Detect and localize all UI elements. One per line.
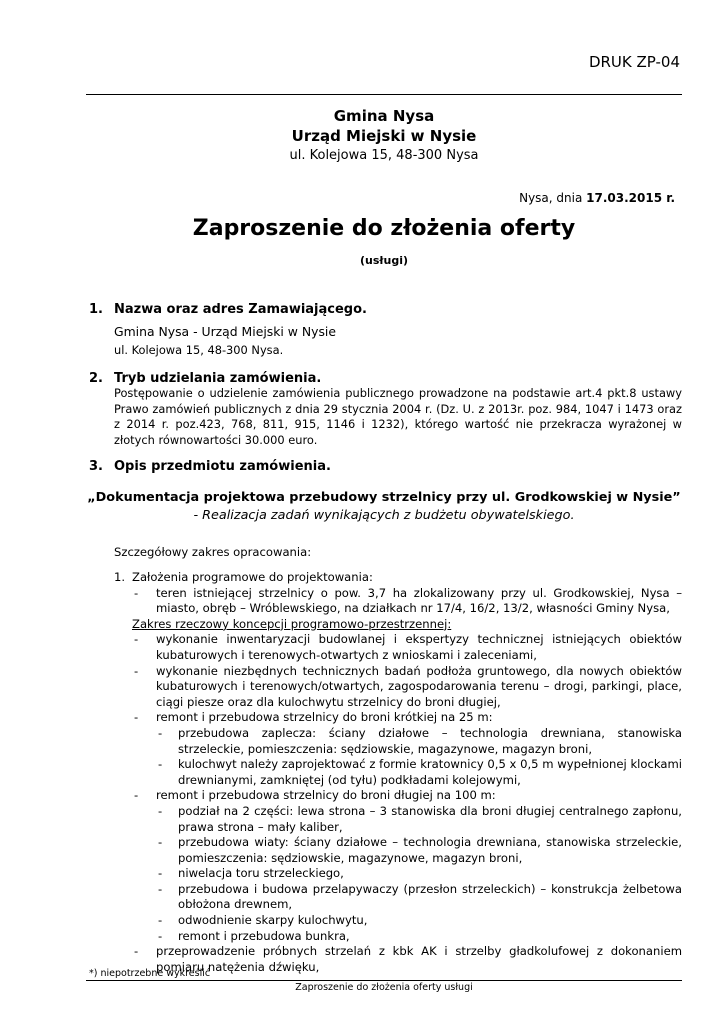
header-block <box>86 106 682 166</box>
list-item <box>112 617 682 633</box>
list-marker: - <box>158 866 163 881</box>
date-prefix: Nysa, dnia <box>519 191 587 205</box>
list-marker: - <box>158 928 163 943</box>
list-marker: - <box>134 710 139 725</box>
footer-divider <box>86 980 682 981</box>
section-1-title: Nazwa oraz adres Zamawiającego. <box>114 302 367 317</box>
list-item-text: przebudowa zaplecza: ściany działowe – technologia drewniana, stanowiska strzeleckie, pomieszczenia: sędziowskie, magazynowe, magazyn broni, <box>178 725 682 756</box>
list-item <box>112 882 682 913</box>
list-item-text: teren istniejącej strzelnicy o pow. 3,7 ha zlokalizowany przy ul. Grodkowskiej, Nysa – miasto, obręb – Wróblewskiego, na działkach nr 17/4, 16/2, 13/2, własności Gminy Nysa, <box>156 585 682 616</box>
scope-label: Szczegółowy zakres opracowania: <box>114 545 312 559</box>
list-item-text: kulochwyt należy zaprojektować z formie kratownicy 0,5 x 0,5 m wypełnionej klockami drewnianymi, zamkniętej (od tyłu) podkładami kolejowymi, <box>178 757 682 787</box>
date-value: 17.03.2015 r. <box>586 191 675 205</box>
list-marker: - <box>158 881 163 896</box>
list-marker: - <box>134 585 139 600</box>
list-marker: - <box>158 913 163 928</box>
office-address: ul. Kolejowa 15, 48-300 Nysa <box>289 148 479 163</box>
list-marker: - <box>134 663 139 678</box>
list-marker: - <box>158 835 163 850</box>
scope-list <box>112 570 682 975</box>
section-2-number: 2. <box>89 371 103 386</box>
section-1-line-1: Gmina Nysa - Urząd Miejski w Nysie <box>114 324 336 339</box>
document-title: Zaproszenie do złożenia oferty <box>192 216 576 241</box>
list-marker: - <box>158 803 163 818</box>
list-marker: - <box>134 632 139 647</box>
list-item-text: odwodnienie skarpy kulochwytu, <box>178 913 368 928</box>
project-title: „Dokumentacja projektowa przebudowy strzelnicy przy ul. Grodkowskiej w Nysie” <box>87 490 681 505</box>
page-footer: Zaproszenie do złożenia oferty usługi <box>295 982 473 993</box>
list-item <box>112 586 682 617</box>
list-item <box>112 835 682 866</box>
list-item-text: przebudowa wiaty: ściany działowe – technologia drewniana, stanowiska strzeleckie, pomieszczenia: sędziowskie, magazynowe, magazyn broni, <box>178 835 682 865</box>
list-item <box>112 632 682 663</box>
footnote: *) niepotrzebne wykreślić <box>89 968 211 979</box>
header-divider <box>86 94 682 95</box>
office-name: Urząd Miejski w Nysie <box>291 127 477 145</box>
list-item <box>112 804 682 835</box>
section-3-title: Opis przedmiotu zamówienia. <box>114 459 331 474</box>
list-item <box>112 866 682 882</box>
list-item <box>112 664 682 711</box>
section-2-title: Tryb udzielania zamówienia. <box>114 371 322 386</box>
list-marker: - <box>158 757 163 772</box>
list-item-text: remont i przebudowa strzelnicy do broni krótkiej na 25 m: <box>156 710 493 725</box>
project-subtitle: - Realizacja zadań wynikających z budżetu obywatelskiego. <box>193 508 575 523</box>
document-subtitle: (usługi) <box>360 254 408 267</box>
list-item-text: wykonanie niezbędnych technicznych badań podłoża gruntowego, dla nowych obiektów kubaturowych i terenowych/otwartych, zagospodarowania terenu – drogi, parkingi, place, ciągi piesze oraz dla kulochwytu strzelnicy do broni długiej, <box>156 663 682 709</box>
list-item <box>112 757 682 788</box>
list-item <box>112 726 682 757</box>
section-1-line-2: ul. Kolejowa 15, 48-300 Nysa. <box>114 343 284 357</box>
list-item-text: przebudowa i budowa przelapywaczy (przesłon strzeleckich) – konstrukcja żelbetowa obłożona drewnem, <box>178 881 682 912</box>
list-item-text: Założenia programowe do projektowania: <box>132 570 373 584</box>
list-item <box>112 913 682 929</box>
list-item-text: Zakres rzeczowy koncepcji programowo-przestrzennej: <box>132 616 452 631</box>
list-marker: - <box>134 788 139 803</box>
municipality-name: Gmina Nysa <box>333 107 435 125</box>
list-marker: - <box>134 944 139 959</box>
list-item-text: remont i przebudowa strzelnicy do broni długiej na 100 m: <box>156 788 496 803</box>
list-item-text: wykonanie inwentaryzacji budowlanej i ekspertyzy technicznej istniejących obiektów kubaturowych i terenowych-otwartych z wnioskami i zaleceniami, <box>156 632 682 662</box>
document-code: DRUK ZP-04 <box>588 53 680 71</box>
document-date <box>519 191 675 205</box>
section-2-text: Postępowanie o udzielenie zamówienia publicznego prowadzone na podstawie art.4 pkt.8 ustawy Prawo zamówień publicznych z dnia 29 stycznia 2004 r. (Dz. U. z 2013r. poz. 984, 1047 i 1473 oraz z 2014 r. poz.423, 768, 811, 915, 1146 i 1232), którego wartość nie przekracza wyrażonej w złotych równowartości 30.000 euro. <box>114 386 682 447</box>
list-item <box>112 929 682 945</box>
list-item <box>112 710 682 726</box>
section-1-number: 1. <box>89 302 103 317</box>
list-item-text: przeprowadzenie próbnych strzelań z kbk AK i strzelby gładkolufowej z dokonaniem pomiaru natężenia dźwięku, <box>156 944 682 974</box>
section-3-number: 3. <box>89 459 103 474</box>
list-item-text: remont i przebudowa bunkra, <box>178 928 350 943</box>
list-item-text: niwelacja toru strzeleckiego, <box>178 866 344 881</box>
list-item <box>112 570 682 586</box>
list-marker: - <box>158 725 163 740</box>
list-item-text: podział na 2 części: lewa strona – 3 stanowiska dla broni długiej centralnego zapłonu, prawa strona – mały kaliber, <box>178 803 682 834</box>
list-item <box>112 788 682 804</box>
list-marker: 1. <box>114 570 126 584</box>
